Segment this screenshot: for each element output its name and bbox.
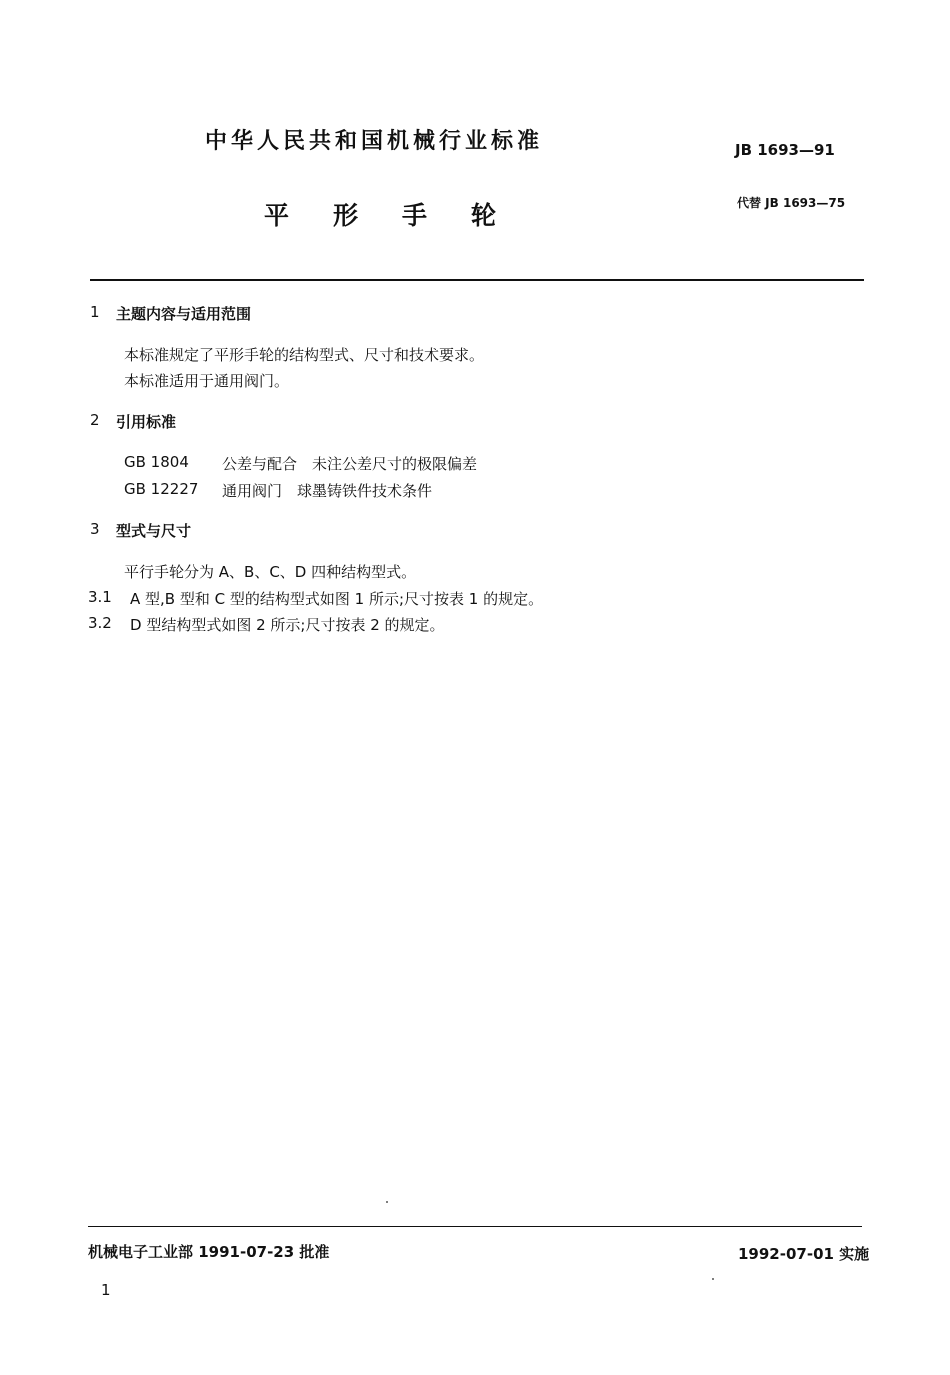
section-1-line-1: 本标准规定了平形手轮的结构型式、尺寸和技术要求。 — [124, 346, 485, 364]
section-1-heading: 主题内容与适用范围 — [116, 305, 252, 323]
section-2-number: 2 — [90, 411, 100, 429]
reference-1-code: GB 1804 — [124, 453, 189, 471]
section-3-number: 3 — [90, 520, 100, 538]
standard-code: JB 1693—91 — [735, 141, 835, 159]
section-3-heading: 型式与尺寸 — [116, 522, 192, 540]
reference-2-code: GB 12227 — [124, 480, 199, 498]
section-2-heading: 引用标准 — [116, 413, 177, 431]
replaces-note: 代替 JB 1693—75 — [737, 196, 846, 210]
clause-3-1-number: 3.1 — [88, 588, 112, 606]
header-divider — [90, 279, 864, 281]
scan-speck — [712, 1278, 714, 1280]
scan-speck — [386, 1201, 388, 1203]
section-3-intro: 平行手轮分为 A、B、C、D 四种结构型式。 — [124, 563, 417, 581]
approval-date: 机械电子工业部 1991-07-23 批准 — [88, 1243, 330, 1261]
document-title: 平形手轮 — [264, 201, 541, 230]
clause-3-2-number: 3.2 — [88, 614, 112, 632]
reference-2-title: 通用阀门 球墨铸铁件技术条件 — [222, 482, 433, 500]
clause-3-2-text: D 型结构型式如图 2 所示;尺寸按表 2 的规定。 — [130, 616, 445, 634]
reference-1-title: 公差与配合 未注公差尺寸的极限偏差 — [222, 455, 478, 473]
clause-3-1-text: A 型,B 型和 C 型的结构型式如图 1 所示;尺寸按表 1 的规定。 — [130, 590, 544, 608]
section-1-number: 1 — [90, 303, 100, 321]
implementation-date: 1992-07-01 实施 — [738, 1245, 870, 1263]
footer-divider — [88, 1226, 862, 1227]
section-1-line-2: 本标准适用于通用阀门。 — [124, 372, 290, 390]
standard-title: 中华人民共和国机械行业标准 — [205, 129, 544, 154]
page-number: 1 — [101, 1281, 111, 1299]
